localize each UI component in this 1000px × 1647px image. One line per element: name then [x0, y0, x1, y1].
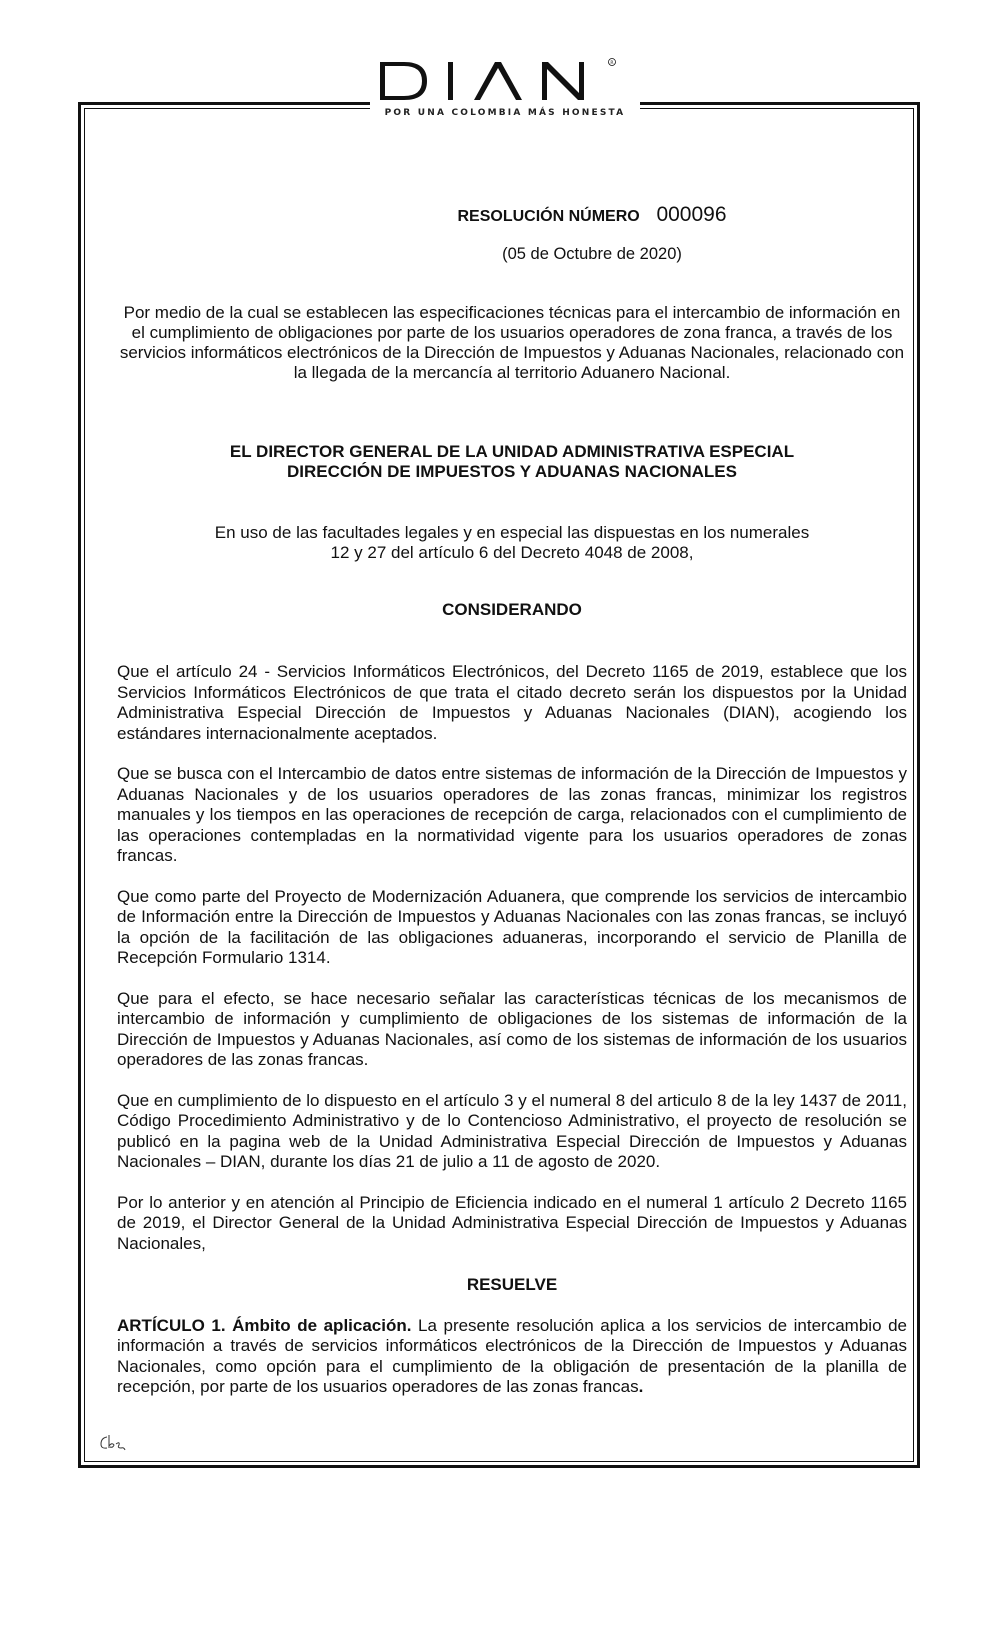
legal-powers	[117, 523, 907, 564]
dian-logo	[370, 56, 640, 132]
handwritten-initials-icon	[98, 1432, 128, 1454]
powers-line-1: En uso de las facultades legales y en especial las dispuestas en los numerales	[214, 522, 810, 542]
resuelve-title: RESUELVE	[466, 1275, 558, 1295]
considerando-title: CONSIDERANDO	[442, 599, 582, 619]
svg-text:R: R	[610, 61, 614, 66]
logo-tagline: POR UNA COLOMBIA MÁS HONESTA	[384, 108, 626, 118]
considerando-paragraph: Que el artículo 24 - Servicios Informáticos Electrónicos, del Decreto 1165 de 2019, establece que los Servicios Informáticos Electrónicos de que trata el citado decreto serán los dispuestos por la Unidad Administrativa Especial Dirección de Impuestos y Aduanas Nacionales (DIAN), acogiendo los estándares internacionalmente aceptados.	[117, 662, 907, 743]
document-body	[117, 205, 907, 1398]
resolution-label: RESOLUCIÓN NÚMERO	[457, 208, 640, 225]
article-1	[117, 1316, 907, 1398]
issuing-official	[117, 442, 907, 483]
article-1-end: .	[638, 1377, 644, 1397]
considerando-paragraph: Por lo anterior y en atención al Principio de Eficiencia indicado en el numeral 1 artículo 2 Decreto 1165 de 2019, el Director General de la Unidad Administrativa Especial Dirección de Impuestos y Aduanas Nacionales,	[117, 1192, 907, 1253]
article-1-body: La presente resolución aplica a los servicios de intercambio de información a través de servicios informáticos electrónicos de la Dirección de Impuestos y Aduanas Nacionales, como opción para el cumplimiento de la obligación de presentación de la planilla de recepción, por parte de los usuarios operadores de las zonas francas	[117, 1315, 907, 1397]
official-line-2: DIRECCIÓN DE IMPUESTOS Y ADUANAS NACIONALES	[287, 462, 737, 482]
considerando-paragraph: Que se busca con el Intercambio de datos entre sistemas de información de la Dirección de Impuestos y Aduanas Nacionales y de los usuarios operadores de las zonas francas, minimizar los registros manuales y los tiempos en las operaciones de recepción de carga, relacionados con el cumplimiento de las operaciones contempladas en la normatividad vigente para los usuarios operadores de zonas francas.	[117, 764, 907, 866]
resolution-header	[277, 205, 907, 235]
dian-logo-icon	[374, 56, 636, 106]
considerando-paragraph: Que como parte del Proyecto de Modernización Aduanera, que comprende los servicios de intercambio de Información entre la Dirección de Impuestos y Aduanas Nacionales con las zonas francas, se incluyó la opción de la facilitación de las obligaciones aduaneras, incorporando el servicio de Planilla de Recepción Formulario 1314.	[117, 886, 907, 968]
resolution-number: 000096	[656, 203, 727, 226]
powers-line-2: 12 y 27 del artículo 6 del Decreto 4048 de 2008,	[330, 543, 694, 563]
considerando-paragraph: Que para el efecto, se hace necesario señalar las características técnicas de los mecanismos de intercambio de información y cumplimiento de obligaciones de los sistemas de información de la Dirección de Impuestos y Aduanas Nacionales, así como de los sistemas de información de los usuarios operadores de las zonas francas.	[117, 988, 907, 1070]
resolution-date: (05 de Octubre de 2020)	[502, 245, 682, 263]
official-line-1: EL DIRECTOR GENERAL DE LA UNIDAD ADMINISTRATIVA ESPECIAL	[229, 441, 795, 461]
considerando-paragraph: Que en cumplimiento de lo dispuesto en el artículo 3 y el numeral 8 del articulo 8 de la ley 1437 de 2011, Código Procedimiento Administrativo y de lo Contencioso Administrativo, el proyecto de resolución se publicó en la pagina web de la Unidad Administrativa Especial Dirección de Impuestos y Aduanas Nacionales – DIAN, durante los días 21 de julio a 11 de agosto de 2020.	[117, 1090, 907, 1172]
article-1-heading: ARTÍCULO 1. Ámbito de aplicación.	[117, 1315, 412, 1335]
resolution-subject: Por medio de la cual se establecen las especificaciones técnicas para el intercambio de información en el cumplimiento de obligaciones por parte de los usuarios operadores de zona franca, a través de los servicios informáticos electrónicos de la Dirección de Impuestos y Aduanas Nacionales, relacionado con la llegada de la mercancía al territorio Aduanero Nacional.	[119, 302, 905, 383]
